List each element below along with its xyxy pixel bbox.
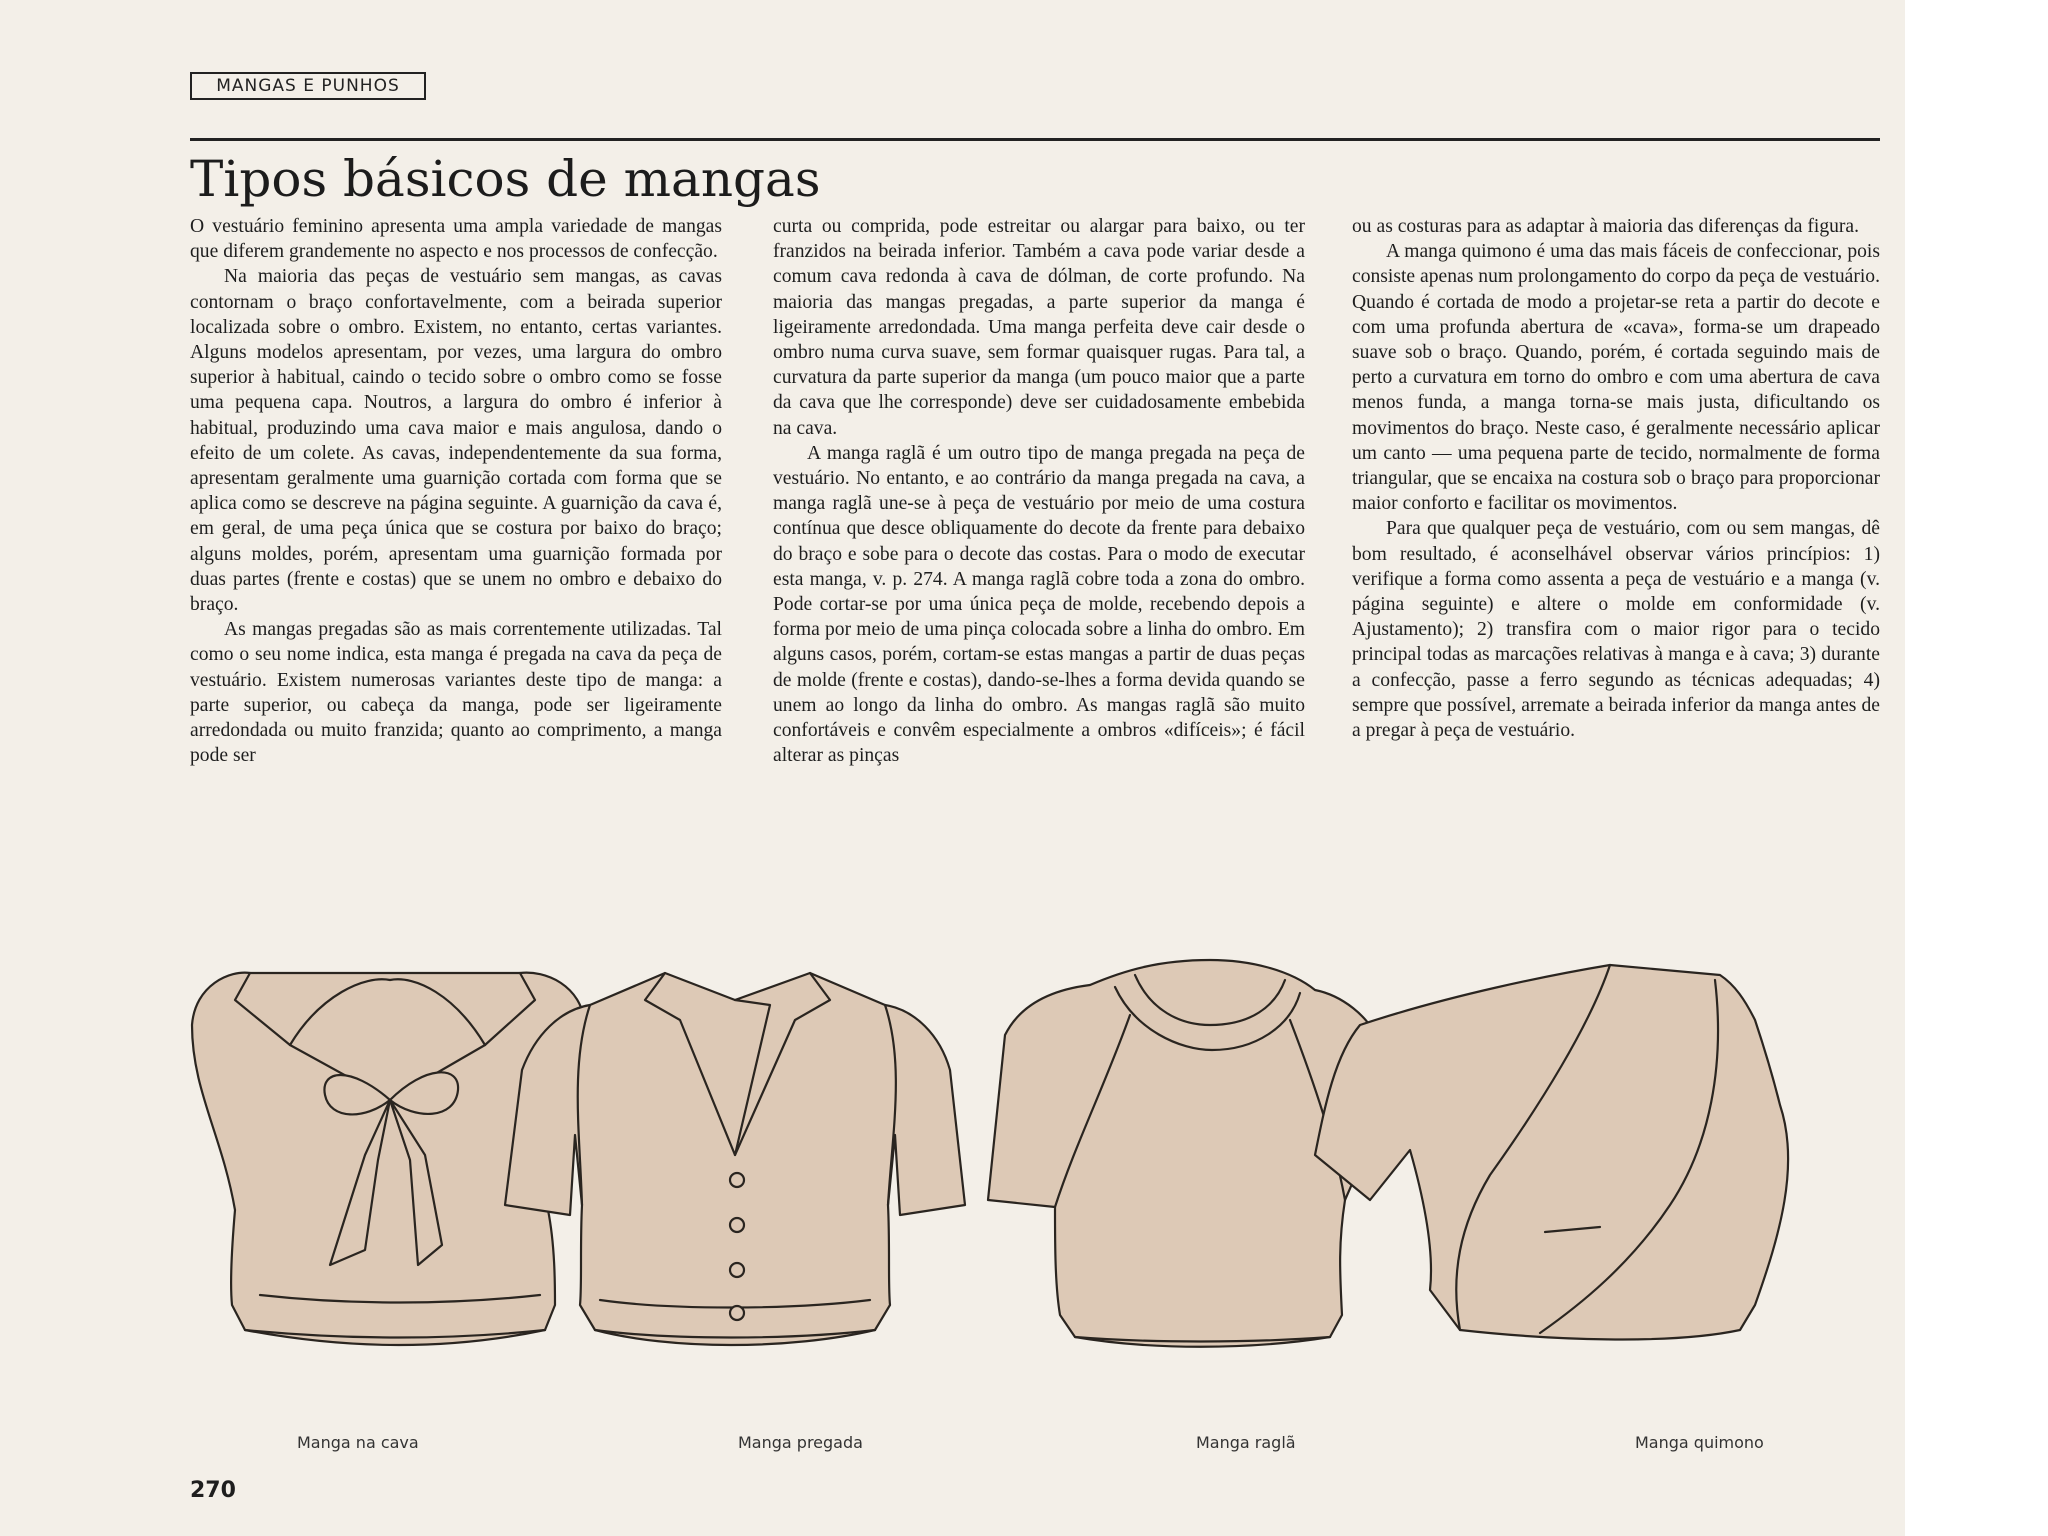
- caption-manga-pregada: Manga pregada: [738, 1433, 863, 1452]
- page-margin: [1905, 0, 2048, 1536]
- paragraph: As mangas pregadas são as mais correntemente utilizadas. Tal como o seu nome indica, esta manga é pregada na cava da peça de vestuário. Existem numerosas variantes deste tipo de manga: a parte superior, ou cabeça da manga, pode ser ligeiramente arredondada ou muito franzida; quanto ao comprimento, a manga pode ser: [190, 619, 722, 767]
- paragraph: ou as costuras para as adaptar à maioria das diferenças da figura.: [1352, 216, 1860, 237]
- text-column-3: [1352, 214, 1880, 934]
- sleeve-illustrations: [150, 945, 1905, 1385]
- page-number: 270: [190, 1478, 236, 1503]
- paragraph: A manga raglã é um outro tipo de manga pregada na peça de vestuário. No entanto, e ao contrário da manga pregada na cava, a manga raglã une-se à peça de vestuário por meio de uma costura contínua que desce obliquamente do decote da frente para debaixo do braço e sobe para o decote das costas. Para o modo de executar esta manga, v. p. 274. A manga raglã cobre toda a zona do ombro. Pode cortar-se por uma única peça de molde, recebendo depois a forma por meio de uma pinça colocada sobre a linha do ombro. Em alguns casos, porém, cortam-se estas mangas a partir de duas peças de molde (frente e costas), dando-se-lhes a forma devida quando se unem ao longo da linha do ombro. As mangas raglã são muito confortáveis e convêm especialmente a ombros «difíceis»; é fácil alterar as pinças: [773, 442, 1305, 767]
- paragraph: curta ou comprida, pode estreitar ou alargar para baixo, ou ter franzidos na beirada inferior. Também a cava pode variar desde a comum cava redonda à cava de dólman, de corte profundo. Na maioria das mangas pregadas, a parte superior da manga é ligeiramente arredondada. Uma manga perfeita deve cair desde o ombro numa curva suave, sem formar quaisquer rugas. Para tal, a curvatura da parte superior da manga (um pouco maior que a parte da cava que lhe corresponde) deve ser cuidadosamente embebida na cava.: [773, 216, 1305, 439]
- caption-manga-quimono: Manga quimono: [1635, 1433, 1764, 1452]
- text-column-2: [773, 214, 1305, 934]
- kimono-sleeve-top-drawing: [1315, 965, 1788, 1339]
- paragraph: O vestuário feminino apresenta uma ampla variedade de mangas que diferem grandemente no aspecto e nos processos de confecção.: [190, 216, 722, 263]
- paragraph: Para que qualquer peça de vestuário, com ou sem mangas, dê bom resultado, é aconselhável observar vários princípios: 1) verifique a forma como assenta a peça de vestuário e a manga (v. página seguinte) e altere o molde em conformidade (v. Ajustamento); 2) transfira com o maior rigor para o tecido principal todas as marcações relativas à manga e à cava; 3) durante a confecção, passe a ferro segundo as técnicas adequadas; 4) sempre que possível, arremate a beirada inferior da manga antes de a pregar à peça de vestuário.: [1352, 518, 1880, 742]
- set-in-sleeve-blouse-drawing: [505, 973, 965, 1345]
- page-title: Tipos básicos de mangas: [190, 150, 821, 208]
- header-rule: [190, 138, 1880, 141]
- paragraph: Na maioria das peças de vestuário sem mangas, as cavas contornam o braço confortavelmente, com a beirada superior localizada sobre o ombro. Existem, no entanto, certas variantes. Alguns modelos apresentam, por vezes, uma largura do ombro superior à habitual, caindo o tecido sobre o ombro como se fosse uma pequena capa. Noutros, a largura do ombro é inferior à habitual, produzindo uma cava maior e mais angulosa, dando o efeito de um colete. As cavas, independentemente da sua forma, apresentam geralmente uma guarnição cortada com forma que se aplica como se descreve na página seguinte. A guarnição da cava é, em geral, de uma peça única que se costura por baixo do braço; alguns moldes, porém, apresentam uma guarnição formada por duas partes (frente e costas) que se unem no ombro e debaixo do braço.: [190, 266, 722, 616]
- caption-manga-ragla: Manga raglã: [1196, 1433, 1296, 1452]
- section-tag: MANGAS E PUNHOS: [190, 72, 426, 100]
- paragraph: A manga quimono é uma das mais fáceis de confeccionar, pois consiste apenas num prolongamento do corpo da peça de vestuário. Quando é cortada de modo a projetar-se reta a partir do decote e com uma profunda abertura de «cava», forma-se um drapeado suave sob o braço. Quando, porém, é cortada seguindo mais de perto a curvatura em torno do ombro e com uma abertura de cava menos funda, a manga torna-se mais justa, dificultando os movimentos do braço. Neste caso, é geralmente necessário aplicar um canto — uma pequena parte de tecido, normalmente de forma triangular, que se encaixa na costura sob o braço para proporcionar maior conforto e facilitar os movimentos.: [1352, 241, 1880, 515]
- text-column-1: [190, 214, 722, 934]
- caption-manga-na-cava: Manga na cava: [297, 1433, 419, 1452]
